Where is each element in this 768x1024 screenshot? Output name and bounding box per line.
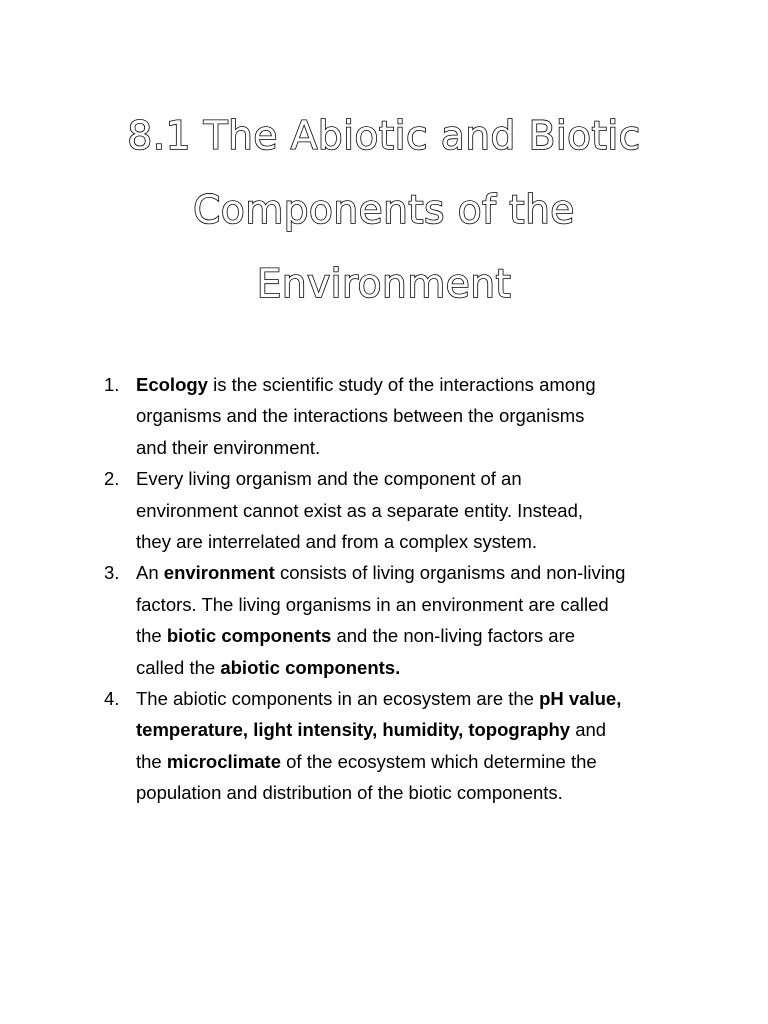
- list-item: [104, 557, 704, 683]
- list-item-number: 3.: [104, 562, 120, 584]
- list-item-line: [136, 652, 704, 683]
- bold-term: biotic components: [166, 625, 332, 647]
- text-run: of the ecosystem which determine the: [281, 750, 597, 772]
- text-run: called the: [136, 656, 221, 678]
- text-run: environment cannot exist as a separate entity. Instead,: [136, 499, 583, 521]
- list-item-line: [136, 620, 704, 651]
- list-item-line: [136, 369, 704, 400]
- text-run: organisms and the interactions between the organisms: [136, 405, 585, 427]
- list-item-number: 4.: [104, 688, 120, 710]
- text-run: the: [136, 625, 167, 647]
- list-item-number: 2.: [104, 468, 120, 490]
- bold-term: temperature, light intensity, humidity, topography: [136, 719, 571, 741]
- list-item-line: [136, 526, 704, 557]
- list-item-line: [136, 683, 704, 714]
- list-item-line: [136, 400, 704, 431]
- bold-term: Ecology: [136, 374, 208, 395]
- bold-term: abiotic components.: [220, 656, 401, 678]
- text-run: Every living organism and the component of an: [136, 468, 522, 490]
- title-line-1: 8.1 The Abiotic and Biotic: [127, 114, 641, 159]
- text-run: and: [570, 719, 607, 741]
- list-item-line: [136, 746, 704, 777]
- title-line-2: Components of the: [193, 188, 575, 233]
- list-item-line: [136, 777, 704, 808]
- text-run: An: [136, 562, 164, 584]
- list-item-number: 1.: [104, 374, 120, 395]
- list-item-line: [136, 714, 704, 745]
- bold-term: microclimate: [166, 750, 281, 772]
- list-item-line: [136, 557, 704, 588]
- list-item-line: [136, 463, 704, 494]
- list-item: [104, 683, 704, 809]
- text-run: consists of living organisms and non-living: [274, 562, 626, 584]
- bold-term: environment: [163, 562, 275, 584]
- list-item-line: [136, 432, 704, 463]
- text-run: the: [136, 750, 167, 772]
- list-item-line: [136, 589, 704, 620]
- text-run: The abiotic components in an ecosystem are the: [136, 688, 540, 710]
- list-item: [104, 369, 704, 463]
- text-run: factors. The living organisms in an environment are called: [136, 593, 609, 615]
- list-item-line: [136, 495, 704, 526]
- text-run: and the non-living factors are: [331, 625, 576, 647]
- bold-term: pH value,: [539, 688, 622, 710]
- numbered-list: [104, 369, 704, 809]
- text-run: population and distribution of the biotic components.: [136, 782, 563, 804]
- text-run: is the scientific study of the interactions among: [207, 374, 596, 395]
- page-title: [0, 100, 768, 322]
- text-run: and their environment.: [136, 436, 321, 458]
- title-line-3: Environment: [256, 262, 512, 307]
- text-run: they are interrelated and from a complex system.: [136, 531, 538, 553]
- list-item: [104, 463, 704, 557]
